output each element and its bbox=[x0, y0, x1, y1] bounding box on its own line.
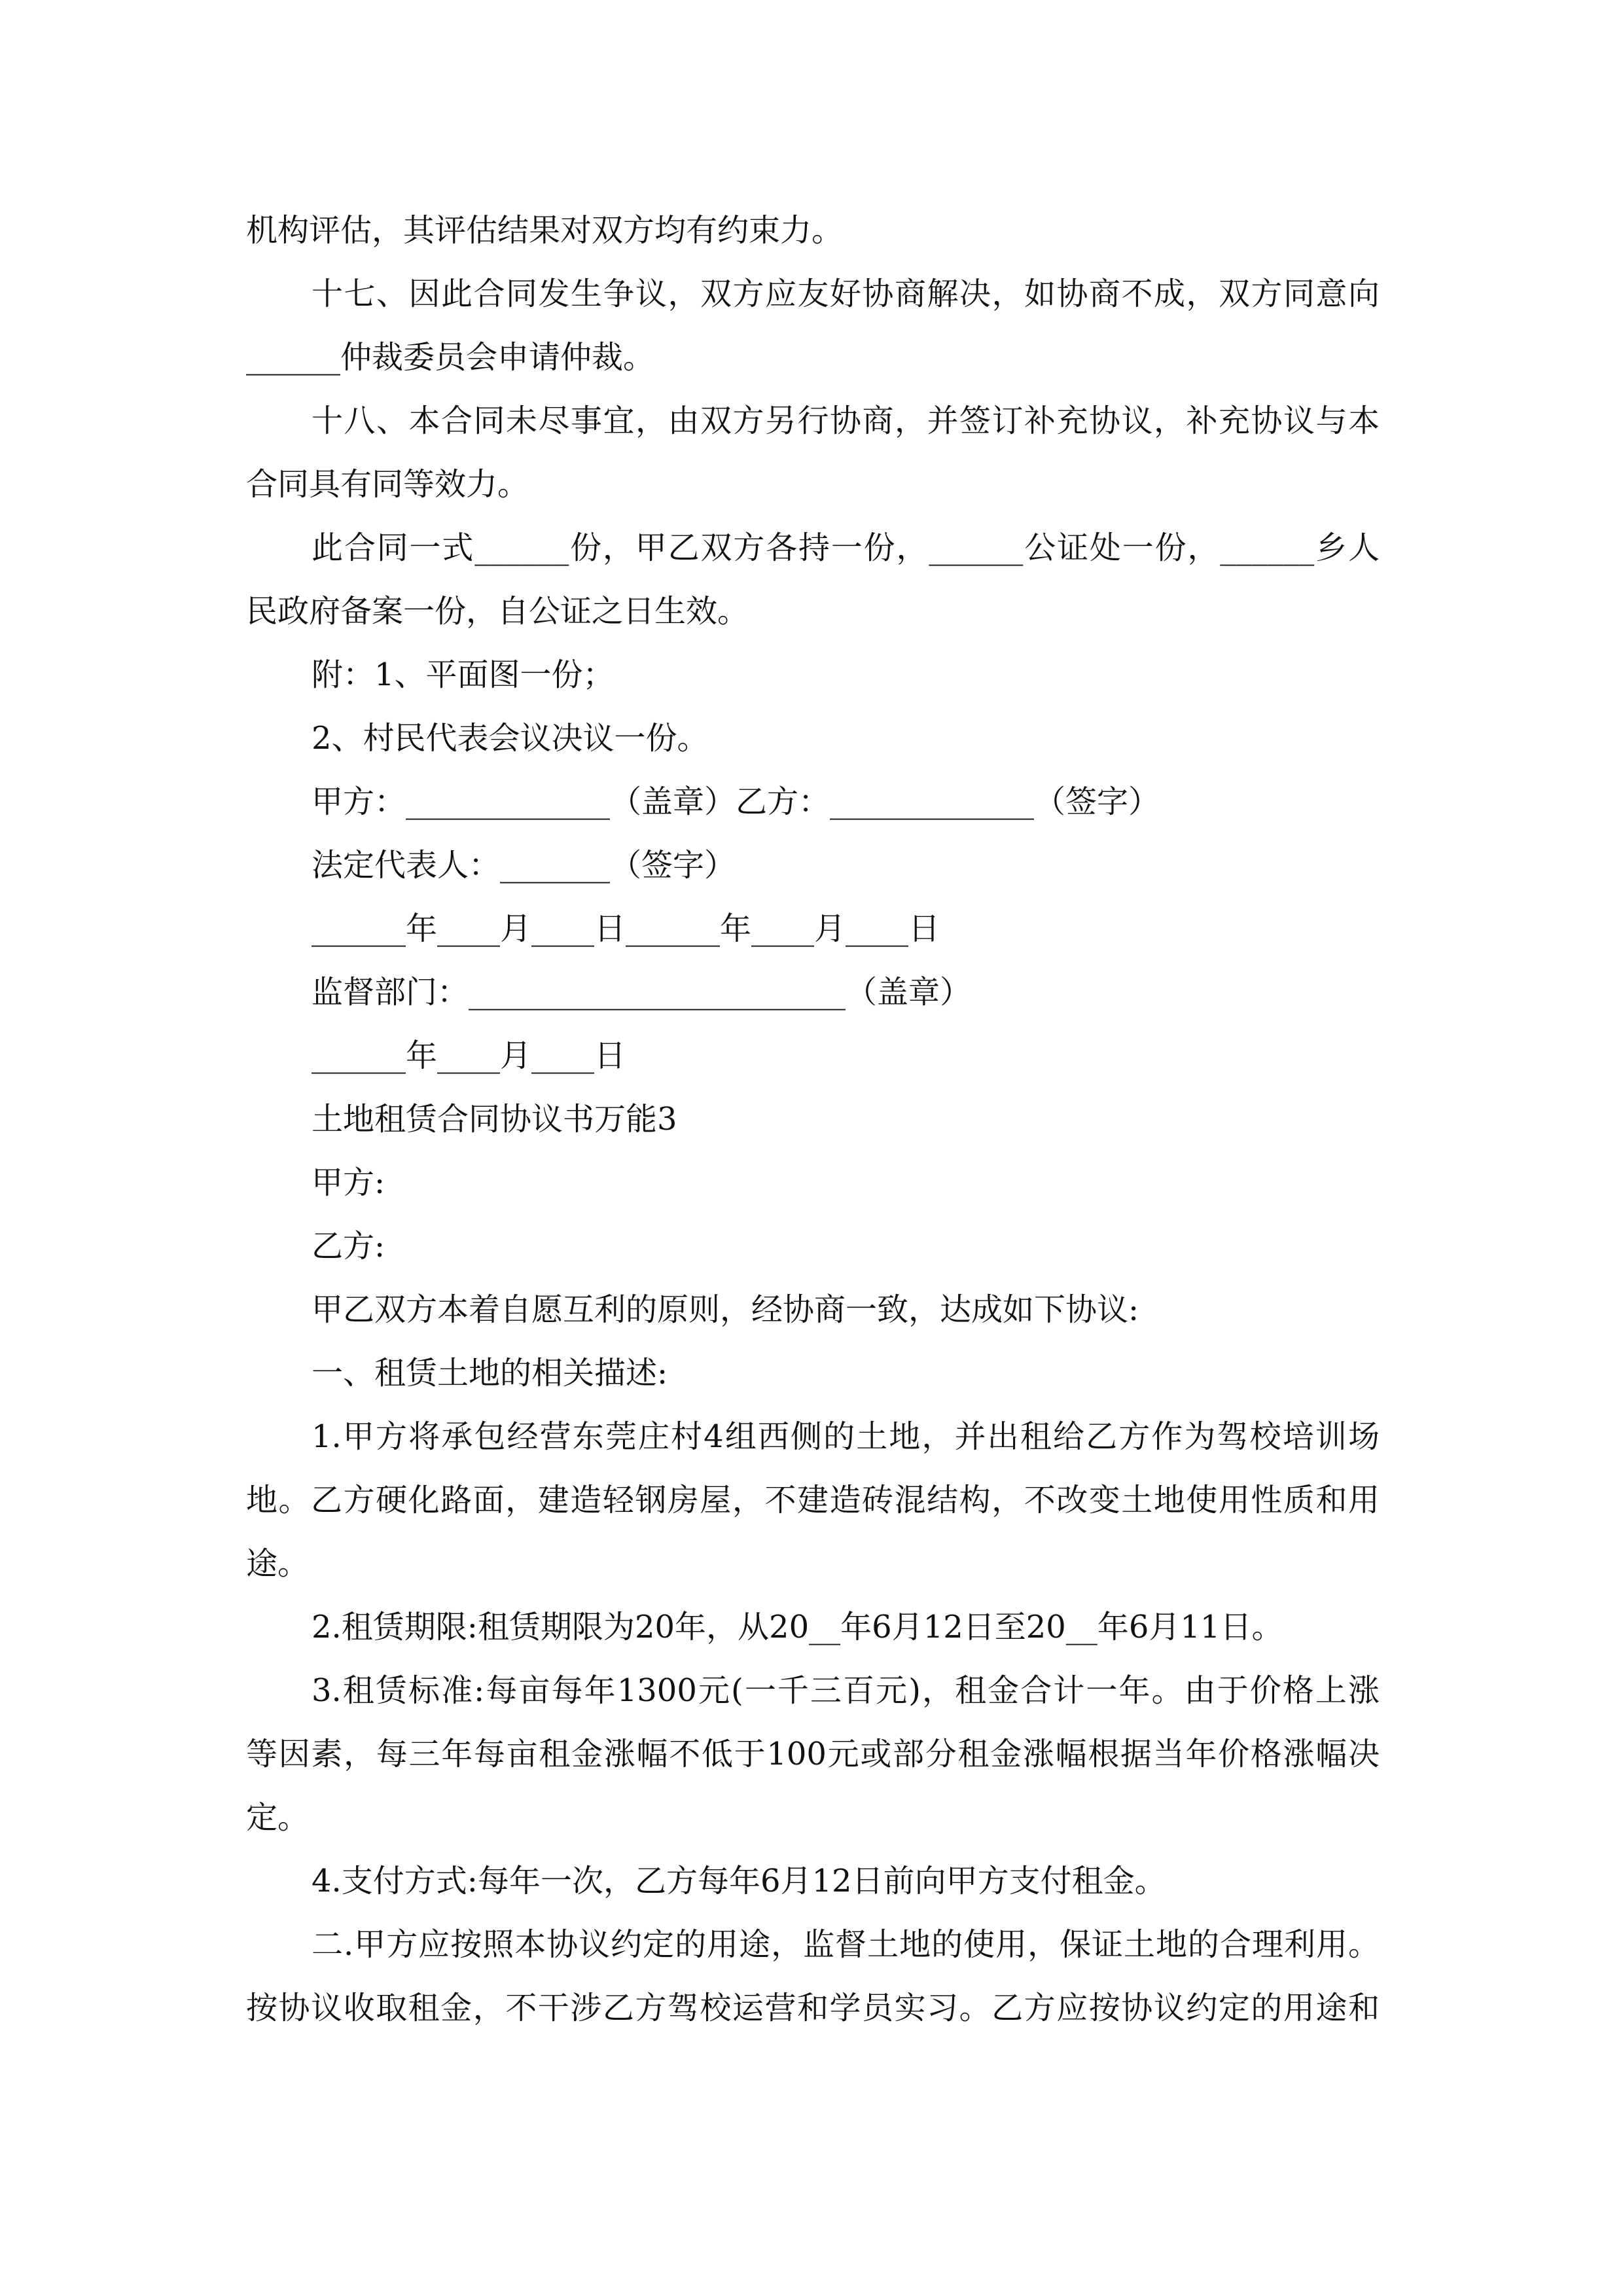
text-line: 3.租赁标准:每亩每年1300元(一千三百元)，租金合计一年。由于价格上涨 bbox=[312, 1672, 1380, 1709]
clause-heading: 一、租赁土地的相关描述: bbox=[312, 1355, 668, 1391]
section-title: 土地租赁合同协议书万能3 bbox=[312, 1101, 677, 1138]
party-a-label: 甲方: bbox=[312, 1164, 385, 1201]
text-line: 民政府备案一份，自公证之日生效。 bbox=[246, 593, 749, 630]
text-line: 十八、本合同未尽事宜，由双方另行协商，并签订补充协议，补充协议与本 bbox=[312, 403, 1380, 439]
text-line: 定。 bbox=[246, 1799, 310, 1836]
text-line: ______仲裁委员会申请仲裁。 bbox=[246, 339, 655, 376]
text-line: 4.支付方式:每年一次，乙方每年6月12日前向甲方支付租金。 bbox=[312, 1863, 1166, 1899]
date-line: ______年____月____日______年____月____日 bbox=[312, 910, 940, 947]
text-line: 合同具有同等效力。 bbox=[246, 466, 529, 503]
text-line: 甲乙双方本着自愿互利的原则，经协商一致，达成如下协议: bbox=[312, 1291, 1139, 1328]
signature-line-supervisor: 监督部门：________________________（盖章） bbox=[312, 974, 972, 1011]
text-line: 2.租赁期限:租赁期限为20年，从20__年6月12日至20__年6月11日。 bbox=[312, 1609, 1283, 1645]
text-line: 十七、因此合同发生争议，双方应友好协商解决，如协商不成，双方同意向 bbox=[312, 276, 1380, 312]
date-line: ______年____月____日 bbox=[312, 1037, 626, 1074]
signature-line-representative: 法定代表人：_______（签字） bbox=[312, 847, 736, 884]
text-line: 2、村民代表会议决议一份。 bbox=[312, 720, 709, 757]
party-b-label: 乙方: bbox=[312, 1228, 385, 1265]
text-line: 此合同一式______份，甲乙双方各持一份，______公证处一份，______乡人 bbox=[312, 529, 1380, 566]
text-line: 机构评估，其评估结果对双方均有约束力。 bbox=[246, 212, 844, 249]
text-line: 附：1、平面图一份； bbox=[312, 656, 615, 693]
signature-line-parties: 甲方：_____________（盖章）乙方：_____________（签字） bbox=[312, 783, 1160, 820]
text-line: 等因素，每三年每亩租金涨幅不低于100元或部分租金涨幅根据当年价格涨幅决 bbox=[246, 1736, 1380, 1772]
text-line: 按协议收取租金，不干涉乙方驾校运营和学员实习。乙方应按协议约定的用途和 bbox=[246, 1990, 1380, 2026]
text-line: 地。乙方硬化路面，建造轻钢房屋，不建造砖混结构，不改变土地使用性质和用 bbox=[246, 1482, 1380, 1518]
text-line: 1.甲方将承包经营东莞庄村4组西侧的土地，并出租给乙方作为驾校培训场 bbox=[312, 1418, 1380, 1455]
text-line: 二.甲方应按照本协议约定的用途，监督土地的使用，保证土地的合理利用。 bbox=[312, 1926, 1380, 1963]
text-line: 途。 bbox=[246, 1545, 310, 1582]
